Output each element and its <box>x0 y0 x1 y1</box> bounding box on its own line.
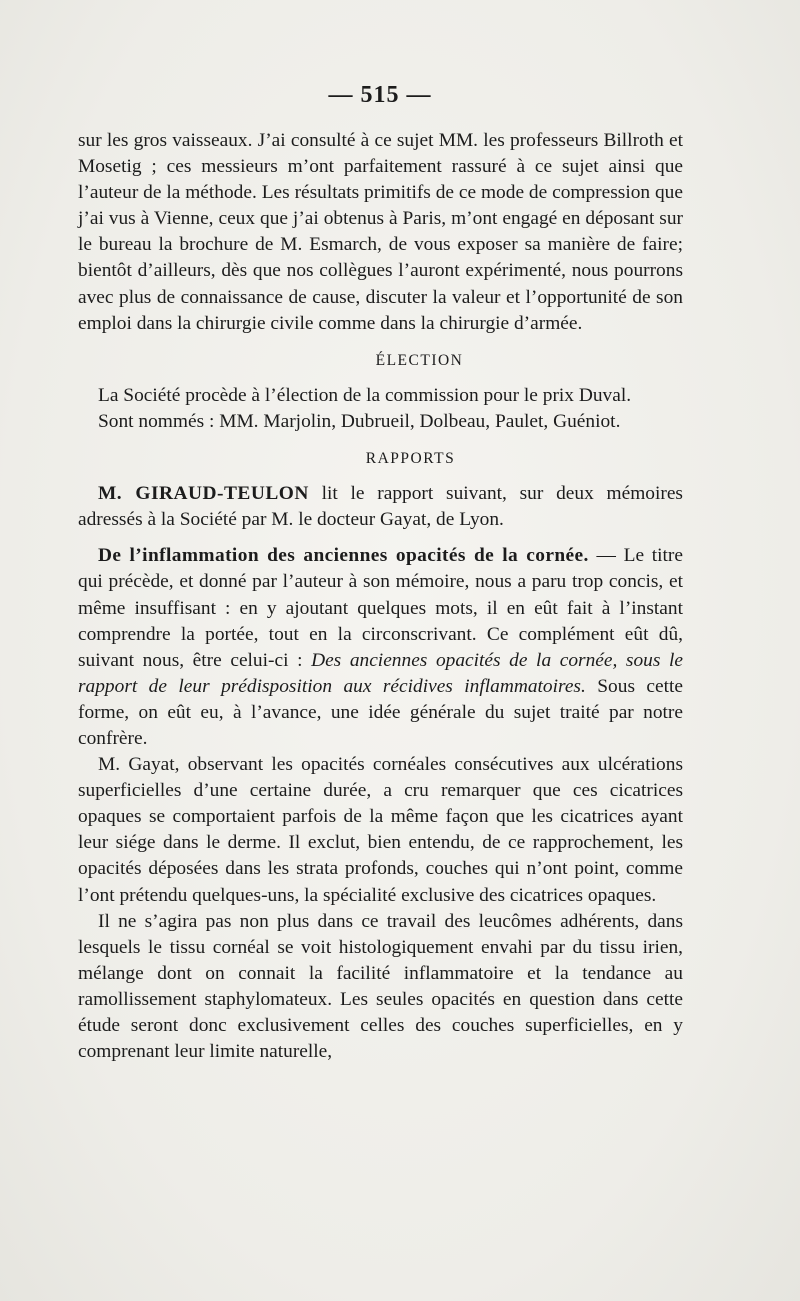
report-title: De l’inflammation des anciennes opacités de la cornée. <box>98 545 589 567</box>
text-body <box>78 128 683 1065</box>
speaker-name: M. GIRAUD-TEULON <box>98 483 309 505</box>
paragraph-inflammation-text-a: — Le titre qui précède, et donné par l’auteur à son mémoire, nous a paru trop concis, et même insuffisant : en y ajoutant quelques mots, il en eût fait à l’instant comprendre la portée, tout en la circonscrivant. Ce complément eût dû, suivant nous, être celui-ci : <box>78 545 683 671</box>
spacer <box>78 533 683 543</box>
page-number: — 515 — <box>328 82 432 108</box>
paragraph-nommes: Sont nommés : MM. Marjolin, Dubrueil, Dolbeau, Paulet, Guéniot. <box>98 410 621 432</box>
section-heading-election: ÉLECTION <box>375 351 464 369</box>
paragraph-vaisseaux: sur les gros vaisseaux. J’ai consulté à ce sujet MM. les professeurs Billroth et Mosetig ; ces messieurs m’ont parfaitement rassuré à ce sujet ainsi que l’auteur de la méthode. Les résultats primitifs de ce mode de compression que j’ai vus à Vienne, ceux que j’ai obtenus à Paris, m’ont engagé en déposant sur le bureau la brochure de M. Esmarch, de vous exposer sa manière de faire; bientôt d’ailleurs, dès que nos collègues l’auront expérimenté, nous pourrons avec plus de connaissance de cause, discuter la valeur et l’opportunité de son emploi dans la chirurgie civile comme dans la chirurgie d’armée. <box>78 130 683 334</box>
paragraph-inflammation-text-b: Sous cette forme, on eût eu, à l’avance, une idée générale du sujet traité par notre confrère. <box>78 675 684 749</box>
paragraph-leucomes: Il ne s’agira pas non plus dans ce travail des leucômes adhérents, dans lesquels le tissu cornéal se voit histologiquement envahi par du tissu irien, mélange dont on connait la facilité inflammatoire et la tendance au ramollissement staphylomateux. Les seules opacités en question dans cette étude seront donc exclusivement celles des couches superficielles, en y comprenant leur limite naturelle, <box>78 910 683 1063</box>
proposed-title-italic: Des anciennes opacités de la cornée, sous le rapport de leur prédisposition aux récidives inflammatoires. <box>78 649 684 697</box>
section-heading-rapports: RAPPORTS <box>365 450 456 468</box>
paragraph-rapport-intro-text: lit le rapport suivant, sur deux mémoires adressés à la Société par M. le docteur Gayat, de Lyon. <box>78 483 683 531</box>
paragraph-election: La Société procède à l’élection de la commission pour le prix Duval. <box>98 384 632 406</box>
paragraph-rapport-intro <box>78 481 683 533</box>
paragraph-gayat: M. Gayat, observant les opacités cornéales consécutives aux ulcérations superficielles d’une certaine durée, a cru remarquer que ces cicatrices opaques se comportaient parfois de la même façon que les cicatrices ayant leur siége dans le derme. Il exclut, bien entendu, de ce rapprochement, les opacités déposées dans les strata profonds, couches qui n’ont point, comme l’ont prétendu quelques-uns, la spécialité exclusive des cicatrices opaques. <box>78 754 683 906</box>
paragraph-inflammation <box>78 543 683 752</box>
